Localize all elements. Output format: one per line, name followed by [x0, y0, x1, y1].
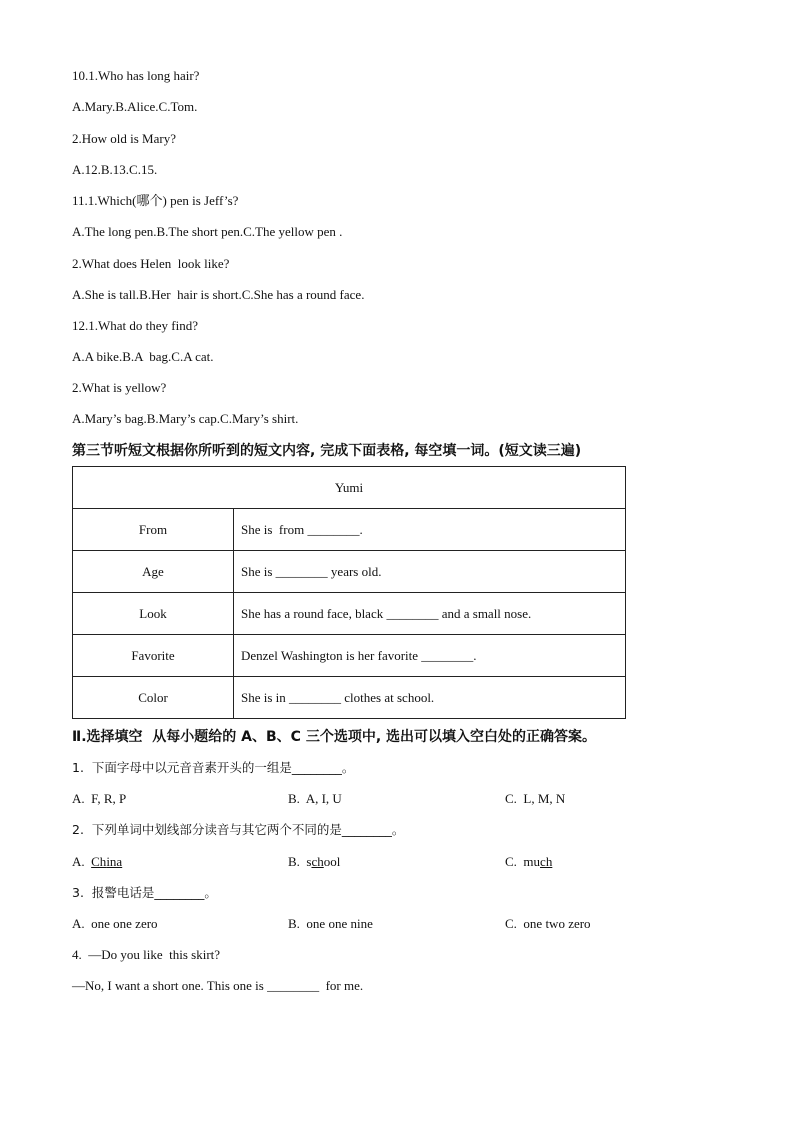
- question-12-2-options: A.Mary’s bag.B.Mary’s cap.C.Mary’s shirt.: [72, 411, 299, 426]
- question-11-1: 11.1.Which(哪个) pen is Jeff’s?: [72, 193, 239, 208]
- table-row: [73, 551, 626, 593]
- question-3-options: [72, 916, 672, 932]
- underlined-letters: Ch: [91, 854, 107, 869]
- option-c-prefix: C. mu: [505, 854, 541, 869]
- question-11-1-options: A.The long pen.B.The short pen.C.The yellow pen .: [72, 224, 343, 239]
- underlined-letters: ch: [311, 854, 324, 869]
- option-a: A. one one zero: [72, 916, 158, 931]
- table-row: [73, 593, 626, 635]
- option-a-rest: ina: [106, 854, 123, 869]
- question-1-options: [72, 791, 672, 807]
- option-b: B. A, I, U: [288, 791, 342, 806]
- row-label: Favorite: [73, 635, 234, 677]
- option-c: C. one two zero: [505, 916, 591, 931]
- option-c: C. L, M, N: [505, 791, 566, 806]
- table-title-row: [73, 467, 626, 509]
- row-content: Denzel Washington is her favorite ________.: [234, 635, 626, 677]
- option-b-prefix: B. s: [288, 854, 312, 869]
- row-label: Age: [73, 551, 234, 593]
- row-content: She is in ________ clothes at school.: [234, 677, 626, 719]
- option-b: [288, 854, 340, 870]
- part-2-question-3: 3. 报警电话是________。: [72, 885, 217, 900]
- question-11-2-options: A.She is tall.B.Her hair is short.C.She has a round face.: [72, 287, 365, 302]
- question-2-options: [72, 854, 672, 870]
- question-11-2: 2.What does Helen look like?: [72, 256, 230, 271]
- question-12-1: 12.1.What do they find?: [72, 318, 198, 333]
- question-10-2: 2.How old is Mary?: [72, 131, 176, 146]
- question-10-2-options: A.12.B.13.C.15.: [72, 162, 158, 177]
- row-content: She has a round face, black ________ and a small nose.: [234, 593, 626, 635]
- row-label: Color: [73, 677, 234, 719]
- table-row: [73, 677, 626, 719]
- table-row: [73, 509, 626, 551]
- part-2-heading: Ⅱ.选择填空 从每小题给的 A、B、C 三个选项中, 选出可以填入空白处的正确答案。: [72, 729, 597, 745]
- row-content: She is ________ years old.: [234, 551, 626, 593]
- part-2-question-4: 4. —Do you like this skirt?: [72, 947, 221, 962]
- option-a: [72, 854, 122, 870]
- table-title: Yumi: [73, 467, 626, 509]
- question-10-1-options: A.Mary.B.Alice.C.Tom.: [72, 99, 198, 114]
- option-b-rest: ool: [323, 854, 341, 869]
- part-2-question-1: 1. 下面字母中以元音音素开头的一组是________。: [72, 760, 355, 775]
- row-label: From: [73, 509, 234, 551]
- question-4-reply: —No, I want a short one. This one is ________ for me.: [72, 978, 364, 993]
- row-label: Look: [73, 593, 234, 635]
- yumi-info-table: [72, 466, 626, 719]
- question-12-2: 2.What is yellow?: [72, 380, 167, 395]
- row-content: She is from ________.: [234, 509, 626, 551]
- question-10-1: 10.1.Who has long hair?: [72, 68, 200, 83]
- option-a: A. F, R, P: [72, 791, 127, 806]
- option-c: [505, 854, 552, 870]
- table-row: [73, 635, 626, 677]
- underlined-letters: ch: [540, 854, 553, 869]
- option-a-prefix: A.: [72, 854, 92, 869]
- option-b: B. one one nine: [288, 916, 373, 931]
- section-3-heading: 第三节听短文根据你所听到的短文内容, 完成下面表格, 每空填一词。(短文读三遍): [72, 443, 582, 459]
- question-12-1-options: A.A bike.B.A bag.C.A cat.: [72, 349, 214, 364]
- part-2-question-2: 2. 下列单词中划线部分读音与其它两个不同的是________。: [72, 822, 405, 837]
